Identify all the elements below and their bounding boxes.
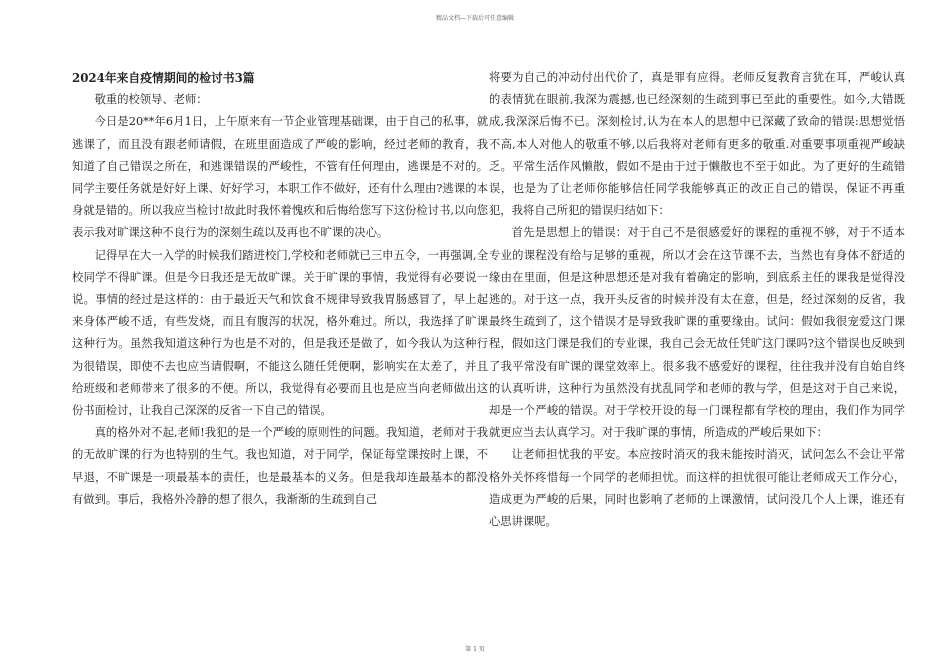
right-column: [489, 67, 905, 533]
body-paragraph: 让老师担忧我的平安。本应按时消灭的我未能按时消灭，试问怎么不会让平常格外关怀疼惜每一个同学的老师担忧。而这样的担忧很可能让老师成天工作分心，造成更为严峻的后果，同时也影响了老师的上课激情，试问没几个人上课，谁还有心思讲课呢。: [489, 448, 905, 529]
page-header: 精品文档---下载后可任意编辑: [435, 15, 515, 22]
page-number: 第 1 页: [465, 646, 485, 653]
document-title: 2024年来自疫情期间的检讨书3篇: [72, 71, 255, 85]
body-paragraph: 记得早在大一入学的时候我们踏进校门,学校和老师就已三申五令，一再强调,全校同学不得旷课。但是今日我还是无故旷课。关于旷课的事情，我觉得有必要说一说。事情的经过是这样的：由于最近天气和饮食不规律导致我胃肠感冒了，早上起来身体严峻不适，有些发烧，而且有腹泻的状况，格外难过。所以，我选择了旷课这种行为。虽然我知道这种行为也是不对的，但是我还是做了，如今我认为这种行为很错误，即使不去也应当请假啊，不能这么随任凭便啊，影响实在太差了，并且给班级和老师带来了很多的不便。所以，我觉得有必要而且也是应当向老师做出这份书面检讨，让我自己深深的反省一下自己的错误。: [72, 248, 488, 418]
body-paragraph-continued: 将要为自己的冲动付出代价了，真是罪有应得。老师反复教育言犹在耳，严峻认真的表情犹在眼前,我深为震撼,也已经深刻的生疏到事已至此的重要性。如今,大错既成,我深深后悔不已。深刻检讨,认为在本人的思想中已深藏了致命的错误:思想觉悟不高,本人对他人的敬重不够,以后我将对老师有更多的敬重.对重要事项重视严峻缺乏。平常生活作风懒散，假如不是由于过于懒散也不至于如此。为了更好的生疏错误，也是为了让老师你能够信任同学我能够真正的改正自己的错误，保证不再重犯，我将自己所犯的错误归结如下：: [489, 71, 905, 218]
salutation: 敬重的校领导、老师：: [94, 93, 208, 107]
left-column: [72, 67, 488, 511]
body-paragraph: 真的格外对不起,老师!我犯的是一个严峻的原则性的问题。我知道，老师对于我的无故旷课的行为也特别的生气。我也知道，对于同学，保证每堂课按时上课，不早退，不旷课是一项最基本的责任，也是最基本的义务。但是我却连最基本的都没有做到。事后，我格外冷静的想了很久，我渐渐的生疏到自己: [72, 426, 488, 506]
body-paragraph: 今日是20**年6月1日，上午原来有一节企业管理基础课，由于自己的私事，就逃课了，而且没有跟老师请假，在班里面造成了严峻的影响，经过老师的教育，我知道了自己错误之所在，和逃课错误的严峻性，不管有任何理由，逃课是不对的。同学主要任务就是好好上课、好好学习，本职工作不做好，还有什么理由?逃课的本身就是错的。所以我应当检讨!故此时我怀着愧疚和后悔给您写下这份检讨书,以向您表示我对旷课这种不良行为的深刻生疏以及再也不旷课的决心。: [72, 115, 488, 240]
body-paragraph: 首先是思想上的错误：对于自己不是很感爱好的课程的重视不够，对于不适本专业的课程没有给与足够的重视，所以才会在这节课不去，当然也有身体不舒适的缘由在里面，但是这种思想还是对我有着确定的影响，到底系主任的课我是觉得没逃的。对于这一点，我开头反省的时候并没有太在意，但是，经过深刻的反省，我最终生疏到了，这个错误才是导致我旷课的重要缘由。试问：假如我很宠爱这门课程，假如这门课是我们的专业课，我自己会无故任凭旷这门课吗?这个错误也反映到了我平常没有旷课的课堂效率上。很多我不感爱好的课程，往往我并没有自始自终的认真听讲，这种行为虽然没有扰乱同学和老师的教与学，但是这对于自己来说，却是一个严峻的错误。对于学校开设的每一门课程都有学校的理由，我们作为同学就更应当去认真学习。对于我旷课的事情，所造成的严峻后果如下：: [489, 226, 905, 440]
